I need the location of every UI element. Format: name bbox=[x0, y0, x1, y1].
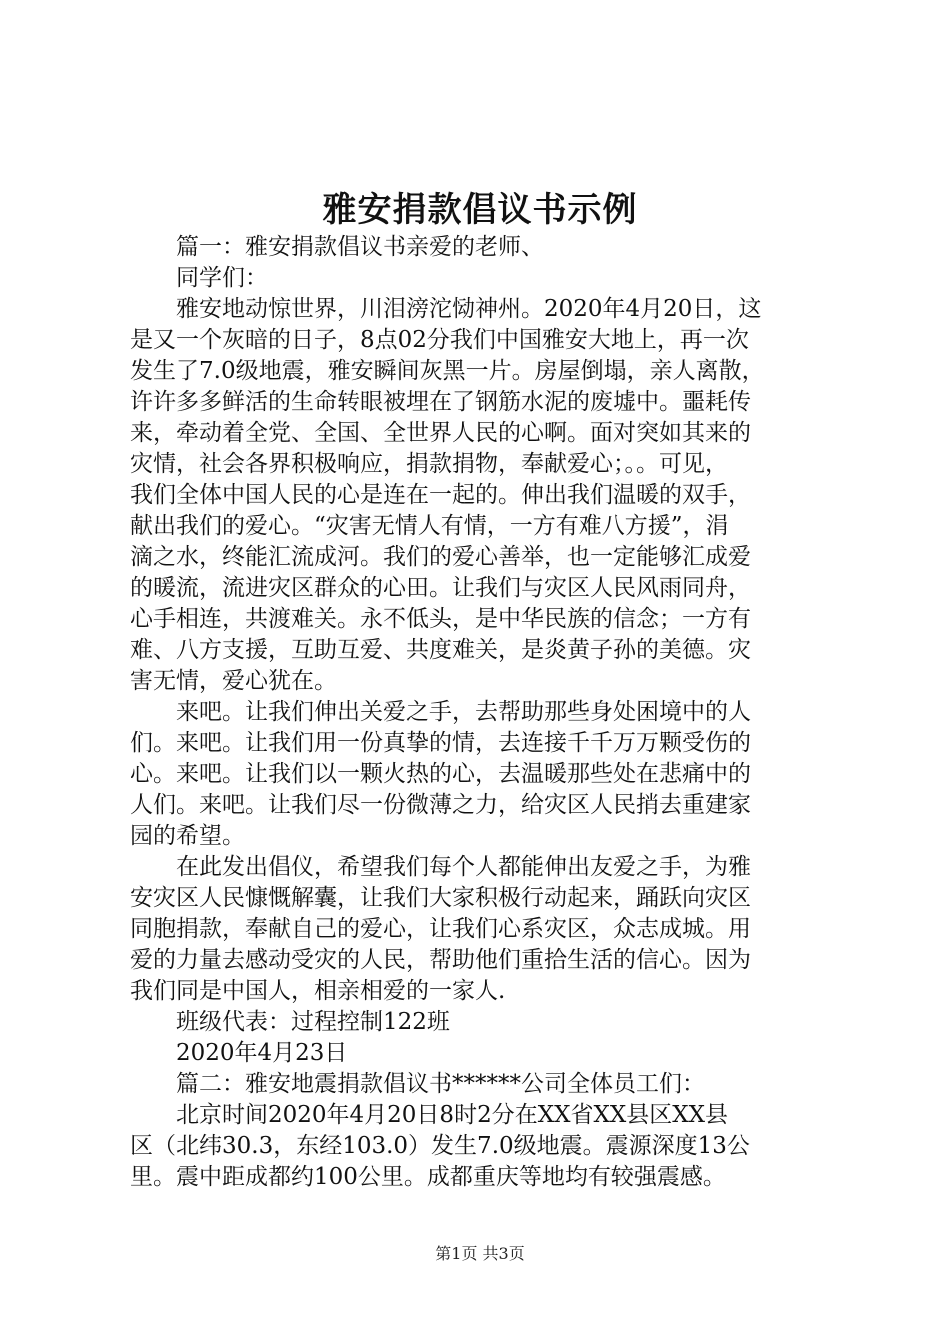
text-line: 爱的力量去感动受灾的人民，帮助他们重拾生活的信心。因为 bbox=[130, 947, 751, 973]
text-line: 发生了7.0级地震，雅安瞬间灰黑一片。房屋倒塌，亲人离散， bbox=[130, 358, 765, 384]
text-line: 害无情，爱心犹在。 bbox=[130, 668, 337, 694]
text-line: 园的希望。 bbox=[130, 823, 245, 849]
text-line: 班级代表：过程控制122班 bbox=[176, 1009, 450, 1035]
text-line: 安灾区人民慷慨解囊，让我们大家积极行动起来，踊跃向灾区 bbox=[130, 885, 751, 911]
text-line: 雅安地动惊世界，川泪滂沱恸神州。2020年4月20日，这 bbox=[176, 296, 762, 322]
text-line: 的暖流，流进灾区群众的心田。让我们与灾区人民风雨同舟， bbox=[130, 575, 751, 601]
text-line: 心手相连，共渡难关。永不低头，是中华民族的信念；一方有 bbox=[130, 606, 751, 632]
text-line: 在此发出倡仪，希望我们每个人都能伸出友爱之手，为雅 bbox=[176, 854, 751, 880]
text-line: 北京时间2020年4月20日8时2分在XX省XX县区XX县 bbox=[176, 1102, 728, 1128]
text-line: 2020年4月23日 bbox=[176, 1040, 348, 1066]
document-page bbox=[130, 0, 830, 1344]
text-line: 滴之水，终能汇流成河。我们的爱心善举，也一定能够汇成爱 bbox=[130, 544, 751, 570]
text-line: 我们同是中国人，相亲相爱的一家人. bbox=[130, 978, 506, 1004]
text-line: 篇一：雅安捐款倡议书亲爱的老师、 bbox=[176, 234, 544, 260]
text-line: 同胞捐款，奉献自己的爱心，让我们心系灾区，众志成城。用 bbox=[130, 916, 751, 942]
text-line: 灾情，社会各界积极响应，捐款捐物，奉献爱心；。。可见， bbox=[130, 451, 728, 477]
text-line: 来吧。让我们伸出关爱之手，去帮助那些身处困境中的人 bbox=[176, 699, 751, 725]
page-footer: 第1页 共3页 bbox=[435, 1244, 525, 1263]
text-line: 我们全体中国人民的心是连在一起的。伸出我们温暖的双手， bbox=[130, 482, 751, 508]
text-line: 篇二：雅安地震捐款倡议书******公司全体员工们： bbox=[176, 1071, 705, 1097]
text-line: 心。来吧。让我们以一颗火热的心，去温暖那些处在悲痛中的 bbox=[130, 761, 751, 787]
text-line: 来，牵动着全党、全国、全世界人民的心啊。面对突如其来的 bbox=[130, 420, 751, 446]
text-line: 们。来吧。让我们用一份真挚的情，去连接千千万万颗受伤的 bbox=[130, 730, 751, 756]
text-line: 人们。来吧。让我们尽一份微薄之力，给灾区人民捎去重建家 bbox=[130, 792, 751, 818]
text-line: 区（北纬30.3，东经103.0）发生7.0级地震。震源深度13公 bbox=[130, 1133, 750, 1159]
text-line: 同学们： bbox=[176, 265, 268, 291]
document-title: 雅安捐款倡议书示例 bbox=[322, 190, 638, 230]
text-line: 许许多多鲜活的生命转眼被埋在了钢筋水泥的废墟中。噩耗传 bbox=[130, 389, 751, 415]
text-line: 难、八方支援，互助互爱、共度难关，是炎黄子孙的美德。灾 bbox=[130, 637, 751, 663]
text-line: 里。震中距成都约100公里。成都重庆等地均有较强震感。 bbox=[130, 1164, 726, 1190]
text-line: 是又一个灰暗的日子，8点02分我们中国雅安大地上，再一次 bbox=[130, 327, 749, 353]
text-line: 献出我们的爱心。“灾害无情人有情，一方有难八方援”，涓 bbox=[130, 513, 729, 539]
document-body bbox=[130, 232, 830, 1193]
